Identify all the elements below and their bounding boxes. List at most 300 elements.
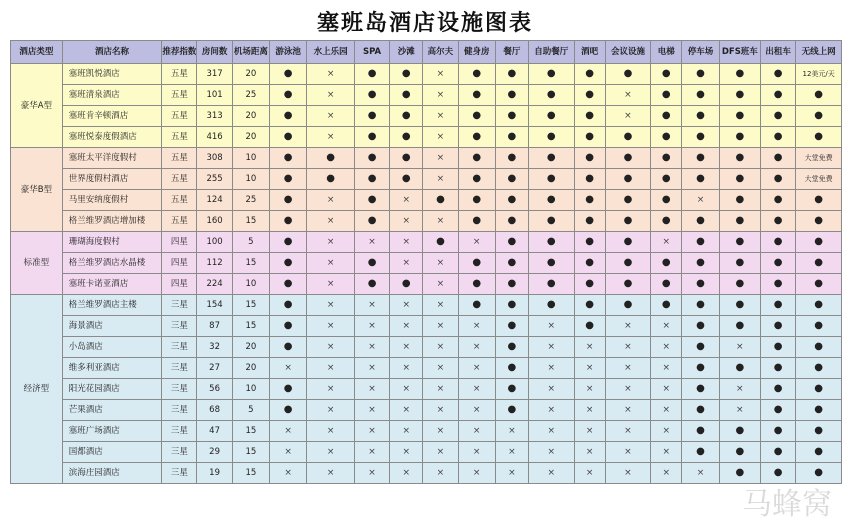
facility-yes-cell: ●	[270, 295, 307, 316]
column-header: 停车场	[682, 41, 719, 64]
rating-cell: 三星	[162, 358, 197, 379]
wifi-cell: ●	[796, 463, 842, 484]
facility-no-cell: ×	[574, 358, 605, 379]
hotel-type-cell: 豪华B型	[11, 148, 63, 232]
facility-yes-cell: ●	[761, 211, 796, 232]
facility-no-cell: ×	[307, 211, 355, 232]
table-row	[11, 106, 842, 127]
airport-distance-cell: 20	[232, 358, 269, 379]
facility-no-cell: ×	[605, 85, 651, 106]
wifi-cell: ●	[796, 358, 842, 379]
facility-yes-cell: ●	[719, 442, 760, 463]
facility-no-cell: ×	[458, 442, 495, 463]
hotel-name-cell: 珊瑚海度假村	[62, 232, 161, 253]
airport-distance-cell: 15	[232, 211, 269, 232]
table-body	[11, 64, 842, 484]
facility-yes-cell: ●	[495, 211, 528, 232]
facility-yes-cell: ●	[761, 274, 796, 295]
facility-no-cell: ×	[719, 337, 760, 358]
hotel-type-cell: 标准型	[11, 232, 63, 295]
airport-distance-cell: 20	[232, 337, 269, 358]
facility-no-cell: ×	[423, 253, 458, 274]
table-row	[11, 379, 842, 400]
facility-no-cell: ×	[354, 442, 389, 463]
facility-no-cell: ×	[354, 400, 389, 421]
facility-yes-cell: ●	[682, 274, 719, 295]
facility-yes-cell: ●	[651, 190, 682, 211]
facility-no-cell: ×	[458, 316, 495, 337]
facility-no-cell: ×	[682, 463, 719, 484]
rating-cell: 三星	[162, 463, 197, 484]
wifi-cell: ●	[796, 127, 842, 148]
rooms-cell: 308	[197, 148, 232, 169]
facility-no-cell: ×	[423, 442, 458, 463]
facility-yes-cell: ●	[423, 232, 458, 253]
hotel-name-cell: 塞班肯辛顿酒店	[62, 106, 161, 127]
facility-yes-cell: ●	[495, 106, 528, 127]
facility-yes-cell: ●	[495, 85, 528, 106]
facility-yes-cell: ●	[761, 232, 796, 253]
facility-yes-cell: ●	[761, 400, 796, 421]
airport-distance-cell: 15	[232, 316, 269, 337]
facility-yes-cell: ●	[682, 379, 719, 400]
facility-no-cell: ×	[270, 463, 307, 484]
facility-no-cell: ×	[529, 400, 575, 421]
facility-no-cell: ×	[423, 169, 458, 190]
facility-yes-cell: ●	[719, 106, 760, 127]
facility-yes-cell: ●	[390, 127, 423, 148]
facility-no-cell: ×	[423, 274, 458, 295]
facility-yes-cell: ●	[270, 127, 307, 148]
facility-no-cell: ×	[423, 148, 458, 169]
rating-cell: 五星	[162, 169, 197, 190]
table-row	[11, 253, 842, 274]
facility-yes-cell: ●	[270, 274, 307, 295]
facility-no-cell: ×	[495, 463, 528, 484]
facility-yes-cell: ●	[529, 148, 575, 169]
table-row	[11, 316, 842, 337]
facility-yes-cell: ●	[651, 85, 682, 106]
facility-yes-cell: ●	[458, 169, 495, 190]
facility-no-cell: ×	[354, 295, 389, 316]
rooms-cell: 32	[197, 337, 232, 358]
rating-cell: 三星	[162, 316, 197, 337]
wifi-cell: ●	[796, 442, 842, 463]
facility-no-cell: ×	[529, 463, 575, 484]
rooms-cell: 224	[197, 274, 232, 295]
rooms-cell: 154	[197, 295, 232, 316]
facility-yes-cell: ●	[761, 379, 796, 400]
facility-yes-cell: ●	[682, 232, 719, 253]
rating-cell: 三星	[162, 337, 197, 358]
hotel-name-cell: 小岛酒店	[62, 337, 161, 358]
facility-yes-cell: ●	[719, 316, 760, 337]
airport-distance-cell: 20	[232, 127, 269, 148]
table-row	[11, 148, 842, 169]
facility-yes-cell: ●	[719, 190, 760, 211]
facility-no-cell: ×	[423, 421, 458, 442]
airport-distance-cell: 25	[232, 190, 269, 211]
facility-yes-cell: ●	[651, 127, 682, 148]
facility-yes-cell: ●	[458, 127, 495, 148]
table-row	[11, 232, 842, 253]
hotel-name-cell: 滨海庄园酒店	[62, 463, 161, 484]
facility-no-cell: ×	[682, 190, 719, 211]
rating-cell: 五星	[162, 190, 197, 211]
facility-no-cell: ×	[529, 421, 575, 442]
wifi-cell: ●	[796, 379, 842, 400]
facility-yes-cell: ●	[354, 190, 389, 211]
column-header: 无线上网	[796, 41, 842, 64]
rating-cell: 四星	[162, 253, 197, 274]
wifi-cell: ●	[796, 337, 842, 358]
facility-yes-cell: ●	[605, 232, 651, 253]
facility-no-cell: ×	[574, 400, 605, 421]
facility-yes-cell: ●	[458, 106, 495, 127]
facility-yes-cell: ●	[529, 85, 575, 106]
wifi-cell: ●	[796, 211, 842, 232]
facility-no-cell: ×	[651, 232, 682, 253]
facility-yes-cell: ●	[682, 148, 719, 169]
facility-yes-cell: ●	[651, 211, 682, 232]
facility-yes-cell: ●	[270, 148, 307, 169]
facility-no-cell: ×	[574, 463, 605, 484]
facility-no-cell: ×	[423, 106, 458, 127]
facility-yes-cell: ●	[495, 316, 528, 337]
hotel-name-cell: 维多利亚酒店	[62, 358, 161, 379]
airport-distance-cell: 15	[232, 253, 269, 274]
facility-yes-cell: ●	[605, 274, 651, 295]
facility-yes-cell: ●	[682, 64, 719, 85]
rooms-cell: 317	[197, 64, 232, 85]
facility-yes-cell: ●	[719, 232, 760, 253]
facility-yes-cell: ●	[719, 295, 760, 316]
facility-no-cell: ×	[605, 337, 651, 358]
facility-yes-cell: ●	[270, 316, 307, 337]
table-row	[11, 442, 842, 463]
wifi-cell: ●	[796, 274, 842, 295]
facility-yes-cell: ●	[605, 148, 651, 169]
column-header: 沙滩	[390, 41, 423, 64]
facility-no-cell: ×	[307, 337, 355, 358]
facility-no-cell: ×	[423, 211, 458, 232]
rating-cell: 五星	[162, 148, 197, 169]
hotel-name-cell: 马里安纳度假村	[62, 190, 161, 211]
facility-no-cell: ×	[390, 463, 423, 484]
airport-distance-cell: 15	[232, 463, 269, 484]
table-row	[11, 463, 842, 484]
facility-yes-cell: ●	[682, 358, 719, 379]
column-header: 房间数	[197, 41, 232, 64]
wifi-cell: 12美元/天	[796, 64, 842, 85]
facility-yes-cell: ●	[270, 379, 307, 400]
airport-distance-cell: 10	[232, 169, 269, 190]
facility-yes-cell: ●	[682, 295, 719, 316]
facility-no-cell: ×	[390, 316, 423, 337]
facility-yes-cell: ●	[270, 190, 307, 211]
facility-no-cell: ×	[605, 106, 651, 127]
facility-yes-cell: ●	[761, 85, 796, 106]
wifi-cell: ●	[796, 232, 842, 253]
facility-yes-cell: ●	[719, 148, 760, 169]
hotel-type-cell: 经济型	[11, 295, 63, 484]
rooms-cell: 87	[197, 316, 232, 337]
facility-no-cell: ×	[270, 421, 307, 442]
rooms-cell: 47	[197, 421, 232, 442]
facility-yes-cell: ●	[307, 169, 355, 190]
facility-no-cell: ×	[390, 337, 423, 358]
facility-yes-cell: ●	[761, 148, 796, 169]
wifi-cell: ●	[796, 421, 842, 442]
column-header: 游泳池	[270, 41, 307, 64]
rooms-cell: 27	[197, 358, 232, 379]
table-row	[11, 274, 842, 295]
facility-yes-cell: ●	[682, 253, 719, 274]
facility-no-cell: ×	[270, 358, 307, 379]
column-header: 酒吧	[574, 41, 605, 64]
facility-yes-cell: ●	[495, 400, 528, 421]
airport-distance-cell: 15	[232, 442, 269, 463]
facility-no-cell: ×	[354, 358, 389, 379]
facility-yes-cell: ●	[458, 295, 495, 316]
facility-yes-cell: ●	[719, 85, 760, 106]
facility-yes-cell: ●	[270, 400, 307, 421]
facility-no-cell: ×	[307, 358, 355, 379]
airport-distance-cell: 10	[232, 379, 269, 400]
facility-yes-cell: ●	[574, 274, 605, 295]
facility-yes-cell: ●	[719, 64, 760, 85]
facility-no-cell: ×	[651, 316, 682, 337]
facility-no-cell: ×	[423, 463, 458, 484]
table-row	[11, 85, 842, 106]
facility-yes-cell: ●	[354, 211, 389, 232]
facility-yes-cell: ●	[529, 295, 575, 316]
table-row	[11, 127, 842, 148]
table-row	[11, 337, 842, 358]
rooms-cell: 68	[197, 400, 232, 421]
rating-cell: 三星	[162, 379, 197, 400]
column-header: 推荐指数	[162, 41, 197, 64]
facility-no-cell: ×	[605, 358, 651, 379]
column-header: 酒店类型	[11, 41, 63, 64]
column-header: 会议设施	[605, 41, 651, 64]
facility-no-cell: ×	[651, 400, 682, 421]
facility-yes-cell: ●	[354, 169, 389, 190]
wifi-cell: ●	[796, 253, 842, 274]
wifi-cell: ●	[796, 400, 842, 421]
facility-yes-cell: ●	[495, 127, 528, 148]
facility-yes-cell: ●	[390, 64, 423, 85]
facility-no-cell: ×	[574, 442, 605, 463]
facility-yes-cell: ●	[761, 64, 796, 85]
watermark: 马蜂窝	[742, 487, 832, 522]
facility-no-cell: ×	[574, 337, 605, 358]
facility-yes-cell: ●	[761, 190, 796, 211]
facility-yes-cell: ●	[605, 169, 651, 190]
facility-yes-cell: ●	[719, 211, 760, 232]
facility-no-cell: ×	[307, 253, 355, 274]
facility-no-cell: ×	[307, 274, 355, 295]
facility-no-cell: ×	[307, 379, 355, 400]
facility-no-cell: ×	[458, 400, 495, 421]
facility-no-cell: ×	[307, 106, 355, 127]
column-header: 水上乐园	[307, 41, 355, 64]
facility-yes-cell: ●	[651, 169, 682, 190]
facility-yes-cell: ●	[605, 127, 651, 148]
hotel-name-cell: 塞班凯悦酒店	[62, 64, 161, 85]
hotel-name-cell: 芒果酒店	[62, 400, 161, 421]
rooms-cell: 29	[197, 442, 232, 463]
facility-no-cell: ×	[495, 442, 528, 463]
facility-no-cell: ×	[307, 190, 355, 211]
facility-no-cell: ×	[605, 442, 651, 463]
facility-no-cell: ×	[423, 85, 458, 106]
facility-yes-cell: ●	[529, 106, 575, 127]
facility-no-cell: ×	[390, 442, 423, 463]
facility-yes-cell: ●	[458, 274, 495, 295]
facility-no-cell: ×	[307, 232, 355, 253]
hotel-name-cell: 塞班广场酒店	[62, 421, 161, 442]
facility-yes-cell: ●	[761, 169, 796, 190]
wifi-cell: ●	[796, 316, 842, 337]
facility-yes-cell: ●	[574, 106, 605, 127]
facility-yes-cell: ●	[390, 85, 423, 106]
hotel-name-cell: 塞班悦泰度假酒店	[62, 127, 161, 148]
facility-yes-cell: ●	[354, 274, 389, 295]
facility-no-cell: ×	[574, 379, 605, 400]
facility-yes-cell: ●	[270, 85, 307, 106]
facility-no-cell: ×	[651, 337, 682, 358]
hotel-name-cell: 格兰维罗酒店主楼	[62, 295, 161, 316]
facility-yes-cell: ●	[529, 274, 575, 295]
hotel-name-cell: 塞班清泉酒店	[62, 85, 161, 106]
facility-no-cell: ×	[307, 295, 355, 316]
rating-cell: 五星	[162, 64, 197, 85]
facility-no-cell: ×	[354, 337, 389, 358]
facility-yes-cell: ●	[605, 253, 651, 274]
wifi-cell: 大堂免费	[796, 169, 842, 190]
facility-no-cell: ×	[574, 421, 605, 442]
facility-yes-cell: ●	[390, 274, 423, 295]
facility-no-cell: ×	[390, 211, 423, 232]
facility-yes-cell: ●	[682, 127, 719, 148]
facility-yes-cell: ●	[458, 253, 495, 274]
hotel-name-cell: 海景酒店	[62, 316, 161, 337]
facility-yes-cell: ●	[574, 148, 605, 169]
facility-yes-cell: ●	[495, 379, 528, 400]
facility-yes-cell: ●	[574, 85, 605, 106]
facility-yes-cell: ●	[761, 358, 796, 379]
rooms-cell: 112	[197, 253, 232, 274]
facility-yes-cell: ●	[270, 232, 307, 253]
column-header: 自助餐厅	[529, 41, 575, 64]
facility-no-cell: ×	[529, 379, 575, 400]
facility-yes-cell: ●	[458, 64, 495, 85]
facility-no-cell: ×	[307, 400, 355, 421]
facility-yes-cell: ●	[651, 106, 682, 127]
facility-yes-cell: ●	[270, 211, 307, 232]
facility-yes-cell: ●	[458, 211, 495, 232]
facility-yes-cell: ●	[574, 211, 605, 232]
facility-yes-cell: ●	[651, 253, 682, 274]
facility-yes-cell: ●	[719, 358, 760, 379]
facility-no-cell: ×	[354, 463, 389, 484]
airport-distance-cell: 15	[232, 295, 269, 316]
facility-no-cell: ×	[458, 337, 495, 358]
table-row	[11, 211, 842, 232]
facility-no-cell: ×	[423, 358, 458, 379]
facility-yes-cell: ●	[354, 85, 389, 106]
facility-no-cell: ×	[458, 358, 495, 379]
facility-no-cell: ×	[423, 64, 458, 85]
table-row	[11, 295, 842, 316]
facility-no-cell: ×	[458, 421, 495, 442]
column-header: 酒店名称	[62, 41, 161, 64]
column-header: 餐厅	[495, 41, 528, 64]
rating-cell: 四星	[162, 232, 197, 253]
facility-yes-cell: ●	[354, 253, 389, 274]
facility-yes-cell: ●	[719, 127, 760, 148]
facility-no-cell: ×	[651, 463, 682, 484]
rating-cell: 五星	[162, 85, 197, 106]
facility-no-cell: ×	[423, 337, 458, 358]
facility-no-cell: ×	[605, 400, 651, 421]
hotel-name-cell: 格兰维罗酒店水晶楼	[62, 253, 161, 274]
page-title: 塞班岛酒店设施图表	[316, 10, 533, 36]
rooms-cell: 100	[197, 232, 232, 253]
facility-yes-cell: ●	[682, 316, 719, 337]
facility-yes-cell: ●	[761, 463, 796, 484]
facility-yes-cell: ●	[270, 253, 307, 274]
facility-yes-cell: ●	[529, 232, 575, 253]
facility-yes-cell: ●	[574, 253, 605, 274]
facility-yes-cell: ●	[390, 169, 423, 190]
facility-no-cell: ×	[390, 400, 423, 421]
facility-yes-cell: ●	[495, 232, 528, 253]
facility-yes-cell: ●	[605, 64, 651, 85]
rating-cell: 三星	[162, 442, 197, 463]
hotel-name-cell: 塞班太平洋度假村	[62, 148, 161, 169]
facility-no-cell: ×	[307, 64, 355, 85]
facility-yes-cell: ●	[761, 295, 796, 316]
facility-yes-cell: ●	[574, 127, 605, 148]
facility-no-cell: ×	[529, 358, 575, 379]
facility-yes-cell: ●	[719, 421, 760, 442]
facility-no-cell: ×	[390, 379, 423, 400]
airport-distance-cell: 5	[232, 232, 269, 253]
facility-no-cell: ×	[605, 463, 651, 484]
facility-yes-cell: ●	[651, 148, 682, 169]
facility-no-cell: ×	[354, 421, 389, 442]
rooms-cell: 56	[197, 379, 232, 400]
facility-no-cell: ×	[651, 442, 682, 463]
facility-yes-cell: ●	[458, 85, 495, 106]
facility-no-cell: ×	[529, 316, 575, 337]
facility-no-cell: ×	[605, 316, 651, 337]
facility-no-cell: ×	[307, 442, 355, 463]
table-row	[11, 190, 842, 211]
facility-yes-cell: ●	[719, 274, 760, 295]
facility-yes-cell: ●	[495, 64, 528, 85]
facility-no-cell: ×	[423, 400, 458, 421]
facility-yes-cell: ●	[529, 190, 575, 211]
rooms-cell: 255	[197, 169, 232, 190]
table-row	[11, 421, 842, 442]
facility-yes-cell: ●	[761, 106, 796, 127]
facility-yes-cell: ●	[495, 148, 528, 169]
facility-yes-cell: ●	[529, 169, 575, 190]
facility-yes-cell: ●	[354, 106, 389, 127]
